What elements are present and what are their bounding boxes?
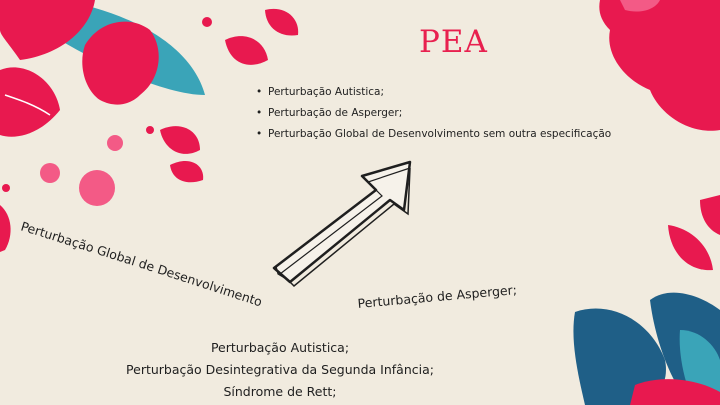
pink-flower-top-right [599, 0, 720, 131]
lower-list [0, 337, 560, 403]
light-pink-flower-1 [40, 163, 60, 183]
pink-leaf-top [225, 36, 268, 65]
light-pink-flower-3 [107, 135, 123, 151]
pea-bullet-list [256, 82, 611, 145]
page-title: PEA [419, 24, 488, 60]
pink-dot-2 [146, 126, 154, 134]
list-item: Perturbação Autistica; [210, 340, 350, 355]
pink-leaf-small2 [170, 161, 203, 182]
pink-leaf-top2 [265, 9, 298, 36]
pink-leaf-small [160, 126, 200, 154]
arrow-icon [264, 158, 424, 290]
pink-leaf-right [668, 225, 713, 270]
list-item: • Perturbação Autistica; [256, 82, 611, 103]
list-item: Síndrome de Rett; [223, 384, 337, 399]
list-item: Perturbação Desintegrativa da Segunda Infância; [126, 362, 434, 377]
asperger-label: Perturbação de Asperger; [357, 282, 518, 311]
pink-leaf-left [0, 67, 60, 136]
list-item: • Perturbação Global de Desenvolvimento sem outra especificação [256, 124, 611, 145]
pink-leaf-right-edge [700, 195, 720, 235]
pink-dot-1 [202, 17, 212, 27]
light-pink-flower-2 [79, 170, 115, 206]
pink-dot-3 [2, 184, 10, 192]
pink-leaf-left-low [0, 205, 11, 252]
list-item: • Perturbação de Asperger; [256, 103, 611, 124]
curved-label-text: Perturbação Global de Desenvolvimento [19, 218, 265, 310]
